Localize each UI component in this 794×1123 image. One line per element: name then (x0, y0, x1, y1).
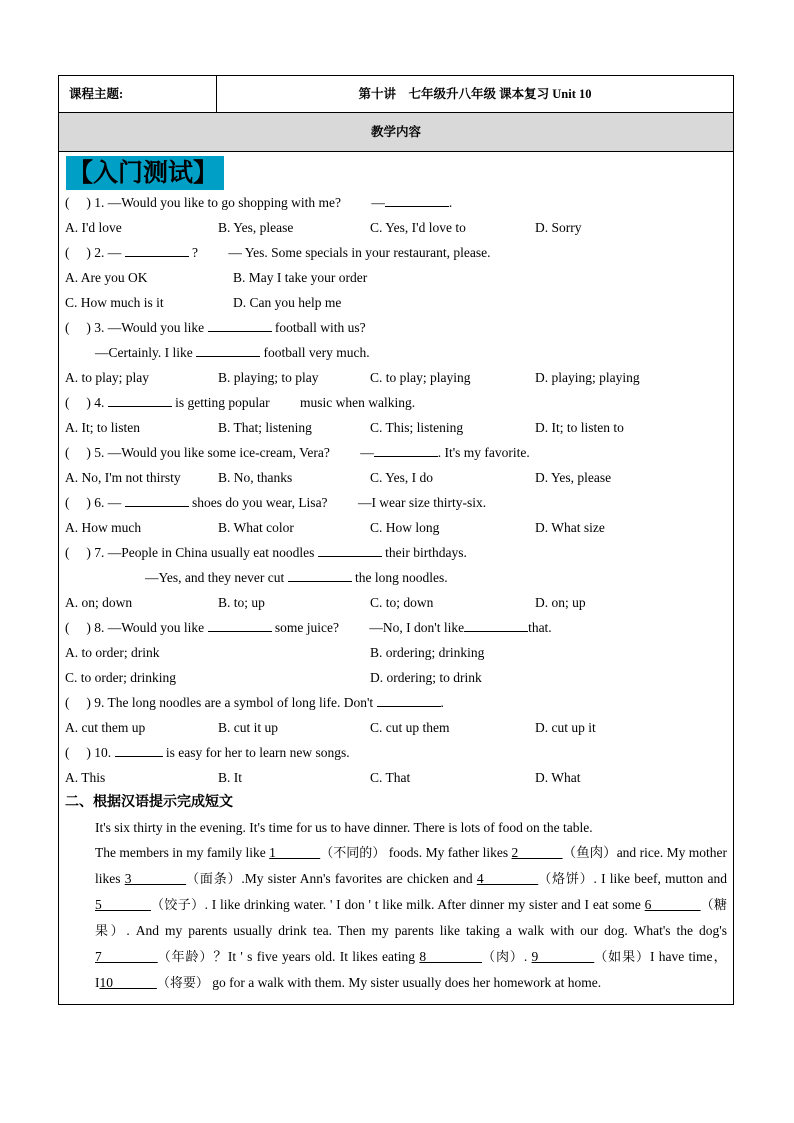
answer-blank (208, 615, 272, 632)
options-row (65, 215, 727, 240)
answer-blank (125, 490, 189, 507)
option: B. ordering; drinking (370, 645, 485, 660)
question-text: ( ) 2. — (65, 245, 125, 260)
question-text: ( ) 1. —Would you like to go shopping with me? (65, 195, 345, 210)
cloze-text-run: .My sister Ann's favorites are chicken and (241, 871, 477, 886)
question-stem (65, 615, 727, 640)
question-text: ( ) 8. —Would you like (65, 620, 208, 635)
option: D. Yes, please (535, 470, 612, 485)
option: B. That; listening (218, 420, 312, 435)
question-text: . (448, 195, 453, 210)
question-stem (65, 440, 727, 465)
question-text: shoes do you wear, Lisa? (188, 495, 331, 510)
option: D. It; to listen to (535, 420, 624, 435)
worksheet (58, 75, 734, 1005)
question-text: —No, I don't like (342, 620, 465, 635)
question-text: ? (188, 245, 202, 260)
option: A. cut them up (65, 720, 146, 735)
option: A. on; down (65, 595, 133, 610)
cloze-text-run: . I like beef, mutton and (593, 871, 728, 886)
chinese-hint: （饺子） (150, 898, 205, 913)
option: A. How much (65, 520, 142, 535)
cloze-text-run: . I like drinking water. ' I don ' t like milk. After dinner my sister and I eat some (204, 897, 645, 912)
option: C. How much is it (65, 295, 164, 310)
cloze-text-run: . (523, 949, 532, 964)
cloze-blank: 1 (269, 845, 321, 860)
options-row (65, 265, 727, 290)
paragraph-intro: It's six thirty in the evening. It's time for us to have dinner. There is lots of food on the table. (95, 820, 593, 835)
option: A. to order; drink (65, 645, 160, 660)
question-text: ( ) 9. The long noodles are a symbol of long life. Don't (65, 695, 377, 710)
question-text: that. (528, 620, 552, 635)
options-row (65, 715, 727, 740)
options-row (65, 290, 727, 315)
question-text: — (344, 195, 385, 210)
option: A. No, I'm not thirsty (65, 470, 181, 485)
answer-blank (385, 190, 449, 207)
chinese-hint: （肉） (482, 950, 524, 965)
option: D. playing; playing (535, 370, 640, 385)
answer-blank (208, 315, 272, 332)
option: D. Can you help me (233, 295, 342, 310)
question-text: . (440, 695, 444, 710)
question-text: football very much. (260, 345, 370, 360)
question-text: is getting popular (171, 395, 273, 410)
options-row (65, 590, 727, 615)
option: B. to; up (218, 595, 265, 610)
question-stem (65, 315, 727, 340)
question-text: ( ) 10. (65, 745, 115, 760)
option: C. This; listening (370, 420, 464, 435)
question-stem (65, 540, 727, 565)
answer-blank (288, 565, 352, 582)
cloze-blank: 5 (95, 897, 151, 912)
answer-blank (374, 440, 438, 457)
question-text: music when walking. (273, 395, 416, 410)
cloze-blank: 2 (511, 845, 563, 860)
question-text: football with us? (271, 320, 366, 335)
section2-title: 二、根据汉语提示完成短文 (65, 794, 233, 810)
answer-blank (377, 690, 441, 707)
cloze-blank: 8 (419, 949, 483, 964)
options-row (65, 365, 727, 390)
chinese-hint: （糖果） (95, 898, 727, 939)
options-row (65, 415, 727, 440)
option: A. I'd love (65, 220, 122, 235)
chinese-hint: （面条） (186, 872, 242, 887)
question-stem (65, 190, 727, 215)
chinese-hint: （烙饼） (538, 872, 594, 887)
option: A. This (65, 770, 106, 785)
options-row (65, 465, 727, 490)
answer-blank (125, 240, 189, 257)
chinese-hint: （将要） (156, 976, 209, 991)
chinese-hint: （年龄） (157, 950, 214, 965)
cloze-text-run: The members in my family like (95, 845, 270, 860)
option: D. cut up it (535, 720, 596, 735)
options-row (65, 640, 727, 665)
option: A. It; to listen (65, 420, 140, 435)
section-banner: 【入门测试】 (66, 156, 224, 190)
cloze-blank: 6 (644, 897, 701, 912)
question-stem (65, 740, 727, 765)
cloze-blank: 7 (95, 949, 158, 964)
topic-label: 课程主题: (59, 76, 217, 112)
cloze-text-run: I have time，I (95, 949, 727, 990)
option: C. to play; playing (370, 370, 471, 385)
cloze-blank: 3 (124, 871, 187, 886)
option: C. to; down (370, 595, 434, 610)
option: B. Yes, please (218, 220, 294, 235)
option: B. playing; to play (218, 370, 319, 385)
option: A. to play; play (65, 370, 149, 385)
question-text: some juice? (271, 620, 343, 635)
section2-paragraph (65, 815, 727, 996)
question-text: —I wear size thirty-six. (330, 495, 487, 510)
cloze-text-run: . And my parents usually drink tea. Then my parents like taking a walk with our dog. What's the dog's (126, 923, 727, 938)
question-text: ( ) 3. —Would you like (65, 320, 208, 335)
option: C. That (370, 770, 411, 785)
option: C. to order; drinking (65, 670, 176, 685)
question-stem (65, 240, 727, 265)
question-text: ( ) 7. —People in China usually eat noodles (65, 545, 318, 560)
question-text: —Certainly. I like (95, 345, 197, 360)
options-row (65, 665, 727, 690)
cloze-blank: 4 (476, 871, 539, 886)
question-stem (65, 490, 727, 515)
question-list (65, 190, 727, 790)
answer-blank (196, 340, 260, 357)
topic-title: 第十讲 七年级升八年级 课本复习 Unit 10 (358, 87, 592, 101)
cloze-text (65, 840, 727, 996)
cloze-text-run: go for a walk with them. My sister usually does her homework at home. (208, 975, 602, 990)
option: C. How long (370, 520, 440, 535)
question-text: —Yes, and they never cut (145, 570, 288, 585)
option: D. ordering; to drink (370, 670, 482, 685)
option: A. Are you OK (65, 270, 148, 285)
option: B. No, thanks (218, 470, 293, 485)
option: D. What (535, 770, 581, 785)
subheader: 教学内容 (59, 113, 733, 152)
option: D. on; up (535, 595, 586, 610)
question-text: ( ) 6. — (65, 495, 125, 510)
question-text: ( ) 4. (65, 395, 108, 410)
question-stem-line2 (65, 340, 727, 365)
cloze-text-run: ？It ' s five years old. It likes eating (213, 949, 420, 964)
question-text: . It's my favorite. (437, 445, 530, 460)
question-text: the long noodles. (351, 570, 448, 585)
question-stem (65, 690, 727, 715)
cloze-blank: 10 (99, 975, 157, 990)
question-text: is easy for her to learn new songs. (162, 745, 350, 760)
options-row (65, 515, 727, 540)
cloze-text-run: foods. My father likes (385, 845, 512, 860)
question-text: — (333, 445, 374, 460)
header-row (59, 76, 733, 113)
question-stem-line2 (65, 565, 727, 590)
answer-blank (108, 390, 172, 407)
options-row (65, 765, 727, 790)
chinese-hint: （不同的） (320, 846, 386, 861)
cloze-text-run: （鱼肉）and rice. My mother likes (95, 845, 728, 886)
chinese-hint: （如果） (594, 950, 650, 965)
question-text: — Yes. Some specials in your restaurant, please. (201, 245, 491, 260)
option: B. What color (218, 520, 294, 535)
question-stem (65, 390, 727, 415)
question-text: their birthdays. (381, 545, 467, 560)
option: C. Yes, I do (370, 470, 434, 485)
answer-blank (464, 615, 528, 632)
answer-blank (318, 540, 382, 557)
option: D. What size (535, 520, 605, 535)
option: C. Yes, I'd love to (370, 220, 466, 235)
answer-blank (115, 740, 163, 757)
option: B. cut it up (218, 720, 278, 735)
cloze-blank: 9 (531, 949, 595, 964)
question-text: ( ) 5. —Would you like some ice-cream, Vera? (65, 445, 334, 460)
option: D. Sorry (535, 220, 582, 235)
option: B. It (218, 770, 243, 785)
option: B. May I take your order (233, 270, 368, 285)
content (59, 152, 733, 1004)
option: C. cut up them (370, 720, 450, 735)
